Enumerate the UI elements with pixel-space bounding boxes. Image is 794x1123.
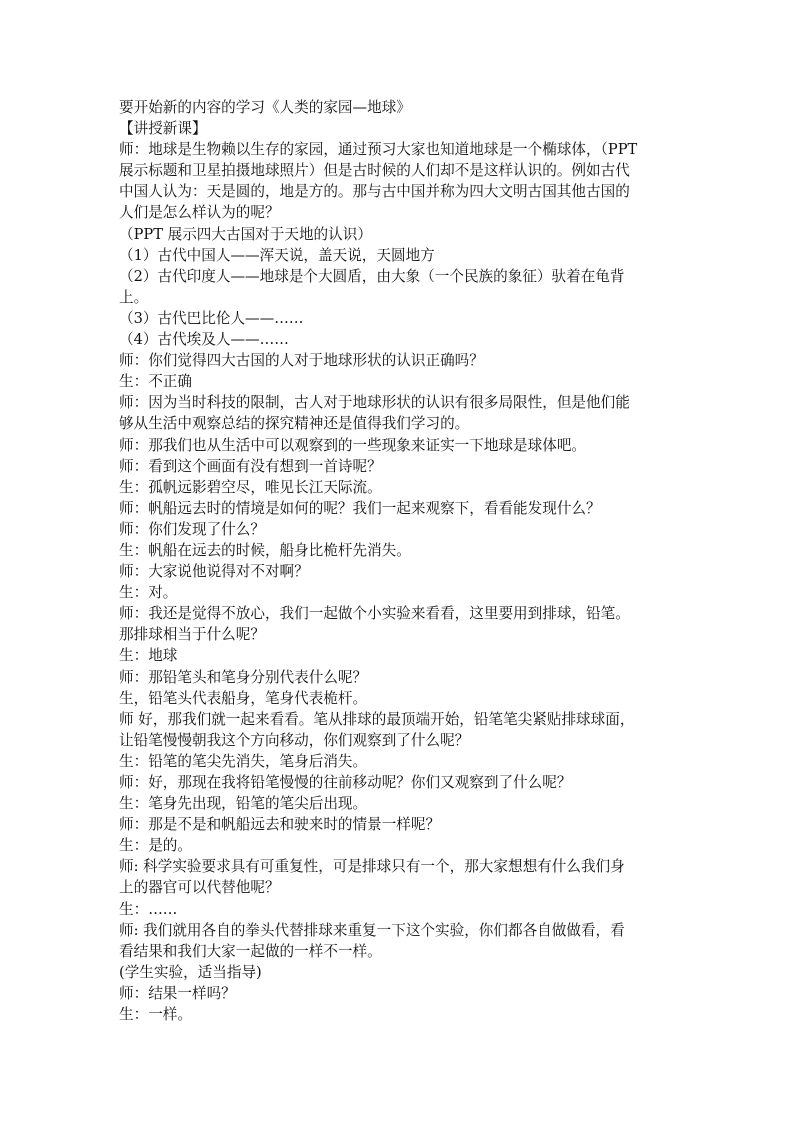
dialogue-line: 师：结果一样吗？ — [119, 984, 236, 1002]
list-item: （4）古代埃及人——…… — [119, 331, 289, 349]
dialogue-line: 师：那我们也从生活中可以观察到的一些现象来证实一下地球是球体吧。 — [119, 436, 587, 454]
dialogue-line: 师：好，那现在我将铅笔慢慢的往前移动呢？你们又观察到了什么呢？ — [119, 774, 572, 791]
dialogue-line: 生：笔身先出现，铅笔的笔尖后出现。 — [119, 795, 368, 813]
dialogue-line: 生：孤帆远影碧空尽，唯见长江天际流。 — [119, 478, 382, 496]
dialogue-line: 生：对。 — [119, 584, 178, 602]
text-line: （PPT 展示四大古国对于天地的认识） — [119, 225, 372, 243]
dialogue-line: 生：地球 — [119, 647, 178, 665]
dialogue-line: 生，铅笔头代表船身，笔身代表桅杆。 — [119, 689, 368, 707]
text-line: (学生实验，适当指导) — [119, 963, 262, 981]
dialogue-line: 师 好，那我们就一起来看看。笔从排球的最顶端开始，铅笔笔尖紧贴排球球面， — [119, 710, 635, 728]
dialogue-line: 让铅笔慢慢朝我这个方向移动，你们观察到了什么呢？ — [119, 731, 470, 749]
dialogue-line: 师：你们觉得四大古国的人对于地球形状的认识正确吗？ — [119, 352, 484, 370]
dialogue-line: 师：我还是觉得不放心，我们一起做个小实验来看看，这里要用到排球，铅笔。 — [119, 605, 630, 623]
dialogue-line: 师: 科学实验要求具有可重复性，可是排球只有一个，那大家想想有什么我们身 — [119, 858, 625, 876]
dialogue-line: 师：那铅笔头和笔身分别代表什么呢？ — [119, 668, 368, 686]
dialogue-line: 师：看到这个画面有没有想到一首诗呢？ — [119, 457, 382, 475]
dialogue-line: 生：是的。 — [119, 837, 192, 855]
dialogue-line: 那排球相当于什么呢？ — [119, 626, 265, 644]
text-line: 人们是怎么样认为的呢？ — [119, 204, 280, 222]
text-line: 师：地球是生物赖以生存的家园，通过预习大家也知道地球是一个椭球体，（PPT — [119, 141, 638, 159]
dialogue-line: 师：你们发现了什么？ — [119, 520, 265, 538]
dialogue-line: 生：帆船在远去的时候，船身比桅杆先消失。 — [119, 541, 411, 559]
dialogue-line: 师：因为当时科技的限制，古人对于地球形状的认识有很多局限性，但是他们能 — [119, 394, 630, 412]
text-line: 中国人认为：天是圆的，地是方的。那与古中国并称为四大文明古国其他古国的 — [119, 183, 630, 201]
list-item: （3）古代巴比伦人——…… — [119, 309, 304, 327]
dialogue-line: 师：那是不是和帆船远去和驶来时的情景一样呢？ — [119, 816, 441, 834]
dialogue-line: 师: 我们就用各自的拳头代替排球来重复一下这个实验，你们都各自做做看，看 — [119, 921, 625, 939]
dialogue-line: 生：不正确 — [119, 373, 192, 391]
dialogue-line: 看结果和我们大家一起做的一样不一样。 — [119, 942, 382, 960]
dialogue-line: 生：铅笔的笔尖先消失，笔身后消失。 — [119, 752, 368, 770]
dialogue-line: 生：一样。 — [119, 1006, 192, 1024]
dialogue-line: 够从生活中观察总结的探究精神还是值得我们学习的。 — [119, 415, 470, 433]
list-item: （2）古代印度人——地球是个大圆盾，由大象（一个民族的象征）驮着在龟背 — [119, 267, 625, 285]
dialogue-line: 上的器官可以代替他呢？ — [119, 879, 280, 897]
document-body — [119, 97, 679, 1025]
section-heading: 【讲授新课】 — [119, 120, 207, 138]
dialogue-line: 生：…… — [119, 900, 178, 918]
text-line: 上。 — [119, 288, 149, 306]
dialogue-line: 师：大家说他说得对不对啊？ — [119, 563, 309, 581]
list-item: （1）古代中国人——浑天说，盖天说，天圆地方 — [119, 246, 435, 264]
text-line: 要开始新的内容的学习《人类的家园—地球》 — [119, 99, 411, 116]
text-line: 展示标题和卫星拍摄地球照片）但是古时候的人们却不是这样认识的。例如古代 — [119, 162, 630, 180]
dialogue-line: 师：帆船远去时的情境是如何的呢？我们一起来观察下，看看能发现什么？ — [119, 499, 601, 517]
